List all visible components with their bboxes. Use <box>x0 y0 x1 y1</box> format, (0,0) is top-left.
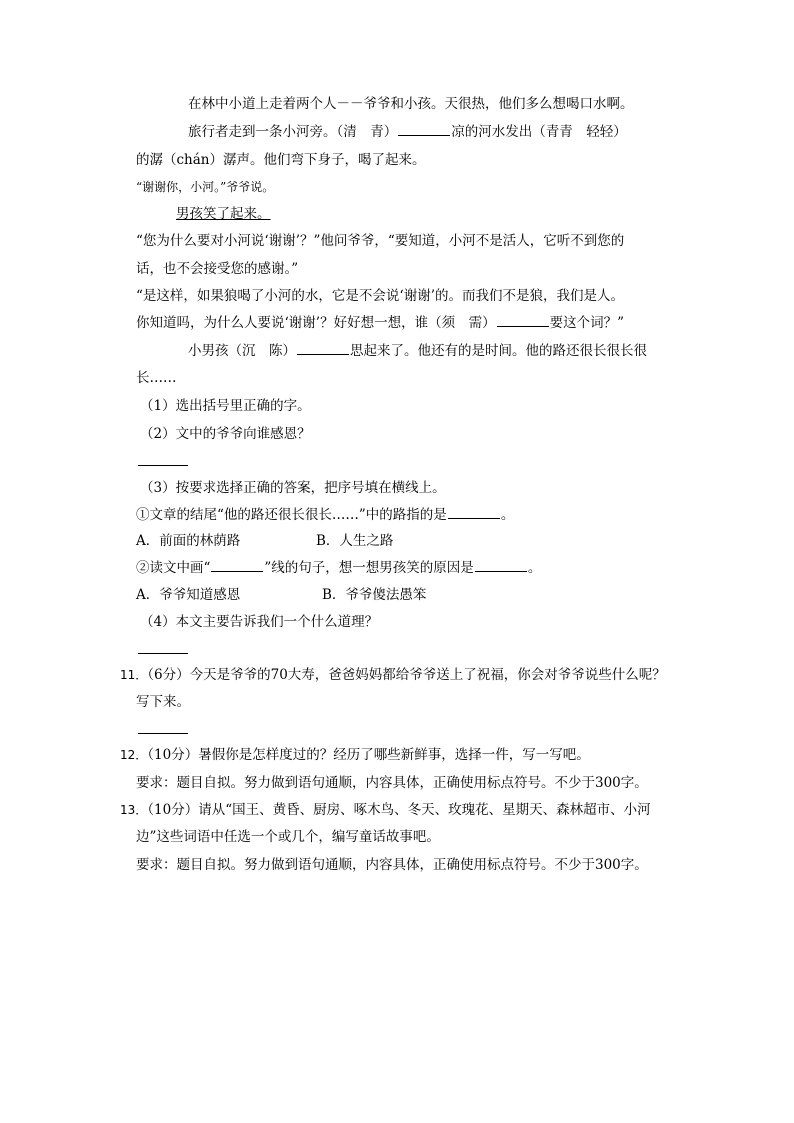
passage-line-9-end: 思起来了。他还有的是时间。他的路还很长很长很 <box>350 343 647 359</box>
question-2: （2）文中的爷爷向谁感恩？ <box>140 426 311 442</box>
item-11-text: （6分）今天是爷爷的70大寿，爸爸妈妈都给爷爷送上了祝福，你会对爷爷说些什么呢？ <box>147 667 666 683</box>
passage-line-6: 话，也不会接受您的感谢。” <box>136 261 299 277</box>
question-3-2-text: ②读文中画“ <box>136 560 211 576</box>
item-12 <box>120 745 590 765</box>
question-3-2 <box>136 558 541 578</box>
item-11 <box>120 665 666 685</box>
question-4: （4）本文主要告诉我们一个什么道理？ <box>140 614 379 630</box>
passage-line-9 <box>188 341 647 361</box>
question-3-2-option-a: A．爷爷知道感恩 <box>136 587 241 603</box>
item-13-line-2: 边”这些词语中任选一个或几个，编写童话故事吧。 <box>136 829 440 845</box>
question-3-2-option-b: B．爷爷傻法愚笨 <box>322 587 427 603</box>
passage-line-2-end: 凉的河水发出（青青 轻轻） <box>451 124 627 140</box>
item-11-number: 11． <box>120 668 148 682</box>
passage-line-1: 在林中小道上走着两个人－－爷爷和小孩。天很热，他们多么想喝口水啊。 <box>188 96 634 112</box>
item-13-requirement: 要求：题目自拟。努力做到语句通顺，内容具体，正确使用标点符号。不少于300字。 <box>136 857 648 873</box>
item-12-text: （10分）暑假你是怎样度过的？经历了哪些新鲜事，选择一件，写一写吧。 <box>147 747 590 763</box>
passage-line-8-end: 要这个词？” <box>549 315 624 331</box>
underlined-sentence: 男孩笑了起来。 <box>176 206 271 222</box>
passage-line-9-start: 小男孩（沉 陈） <box>188 343 296 359</box>
question-3-1-option-b: B．人生之路 <box>316 533 394 549</box>
answer-line-q2[interactable] <box>138 465 188 466</box>
question-1: （1）选出括号里正确的字。 <box>140 398 311 414</box>
answer-line-q4[interactable] <box>138 653 188 654</box>
fill-blank[interactable] <box>448 506 500 519</box>
passage-line-2-start: 旅行者走到一条小河旁。（清 青） <box>188 124 398 140</box>
passage-line-7: “是这样，如果狼喝了小河的水，它是不会说‘谢谢’的。而我们不是狼，我们是人。 <box>136 288 624 304</box>
question-3-1-option-a: A．前面的林荫路 <box>136 533 241 549</box>
item-13-number: 13． <box>120 803 148 817</box>
question-3-2-mid: ”线的句子，想一想男孩笑的原因是 <box>264 560 474 576</box>
passage-line-5: “您为什么要对小河说‘谢谢’？”他问爷爷，“要知道，小河不是活人，它听不到您的 <box>136 233 625 249</box>
passage-line-8 <box>136 313 624 333</box>
question-3-1-end: 。 <box>500 507 515 523</box>
passage-line-2 <box>188 122 627 142</box>
fill-blank[interactable] <box>211 559 263 572</box>
fill-blank[interactable] <box>497 314 549 327</box>
item-11-line-2: 写下来。 <box>136 694 190 710</box>
question-3: （3）按要求选择正确的答案，把序号填在横线上。 <box>140 480 446 496</box>
passage-line-4: “谢谢你，小河。”爷爷说。 <box>136 180 275 194</box>
item-12-requirement: 要求：题目自拟。努力做到语句通顺，内容具体，正确使用标点符号。不少于300字。 <box>136 775 648 791</box>
passage-line-10: 长…… <box>136 370 177 386</box>
answer-line-item-11[interactable] <box>138 733 188 734</box>
question-3-1-text: ①文章的结尾“他的路还很长很长……”中的路指的是 <box>136 507 447 523</box>
fill-blank[interactable] <box>398 123 450 136</box>
item-12-number: 12． <box>120 748 148 762</box>
fill-blank[interactable] <box>297 342 349 355</box>
passage-line-8-start: 你知道吗，为什么人要说‘谢谢’？好好想一想，谁（须 需） <box>136 315 496 331</box>
item-13 <box>120 800 651 820</box>
question-3-1 <box>136 505 514 525</box>
item-13-text: （10分）请从“国王、黄昏、厨房、啄木鸟、冬天、玫瑰花、星期天、森林超市、小河 <box>147 802 651 818</box>
fill-blank[interactable] <box>475 559 527 572</box>
question-3-2-end: 。 <box>527 560 542 576</box>
passage-line-3: 的潺（chán）潺声。他们弯下身子，喝了起来。 <box>136 152 426 168</box>
